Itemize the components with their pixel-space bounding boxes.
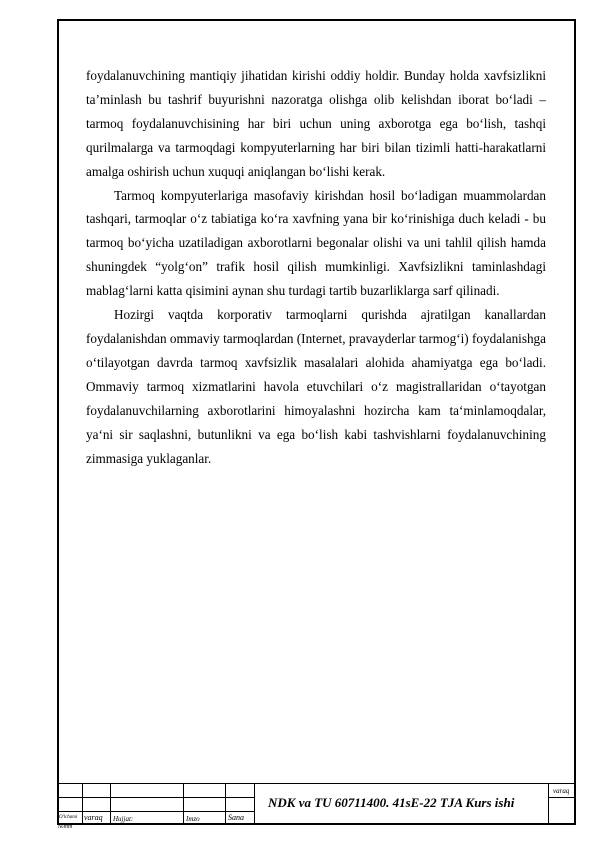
stamp-col-doc: Hujjat: xyxy=(113,815,134,823)
stamp-col-sign: Imzo xyxy=(186,815,200,823)
stamp-col-date: Sana xyxy=(228,813,244,822)
paragraph-1: foydalanuvchining mantiqiy jihatidan kirishi oddiy holdir. Bunday holda xavfsizlikni ta’minlash bu tashrif buyurishni nazoratga olishga olib kelishdan iborat bo‘ladi – tarmoq foydalanuvchisining har biri uchun uning axborotga ega bo‘lish, tashqi qurilmalarga va tarmoqdagi kompyuterlarning har biri bilan tizimli hatti-harakatlarni amalga oshirish uchun xuquqi aniqlangan bo‘lishi kerak. xyxy=(86,68,546,179)
stamp-sheet-line xyxy=(548,797,576,798)
stamp-col-line-3 xyxy=(183,783,184,825)
stamp-col-line-6 xyxy=(548,783,549,825)
stamp-col-line-1 xyxy=(82,783,83,825)
stamp-overflow-text: №mm xyxy=(58,824,73,830)
stamp-sheet-label: varaq xyxy=(553,787,570,795)
body-text xyxy=(86,64,546,470)
paragraph-2: Tarmoq kompyuterlariga masofaviy kirishdan hosil bo‘ladigan muammolardan tashqari, tarmoqlar o‘z tabiatiga ko‘ra xavfning yana bir ko‘rinishiga duch keladi - bu tarmoq bo‘yicha uzatiladigan axborotlarni begonalar olishi va uni tahlil qilish hamda shuningdek “yolg‘on” trafik hosil qilish mumkinligi. Xavfsizlikni taminlashdagi mablag‘larni katta qisimini aynan shu turdagi tartib buzarliklarga sarf qilinadi. xyxy=(86,187,546,299)
stamp-top-line xyxy=(57,783,576,784)
paragraph-3: Hozirgi vaqtda korporativ tarmoqlarni qurishda ajratilgan kanallardan foydalanishdan ommaviy tarmoqlardan (Internet, pravayderlar tarmog‘i) foydalanishga o‘tilayotgan davrda tarmoq xavfsizlik masalalari alohida ahamiyatga ega bo‘ladi. Ommaviy tarmoq xizmatlarini havola etuvchilari o‘z magistrallaridan o‘tayotgan foydalanuvchilarning axborotlarini himoyalashni hozircha kam ta‘minlamoqdalar, ya‘ni sir saqlashni, butunlikni va ega bo‘lish kabi tashvishlarni foydalanuvchining zimmasiga yuklaganlar. xyxy=(86,307,546,466)
document-title: NDK va TU 60711400. 41sE-22 TJA Kurs ishi xyxy=(268,795,515,810)
stamp-col-line-2 xyxy=(110,783,111,825)
stamp-col-sheet: varaq xyxy=(84,813,103,822)
stamp-col-line-4 xyxy=(225,783,226,825)
stamp-col-line-5 xyxy=(254,783,255,825)
stamp-col-changed: O'lchami xyxy=(59,815,78,820)
